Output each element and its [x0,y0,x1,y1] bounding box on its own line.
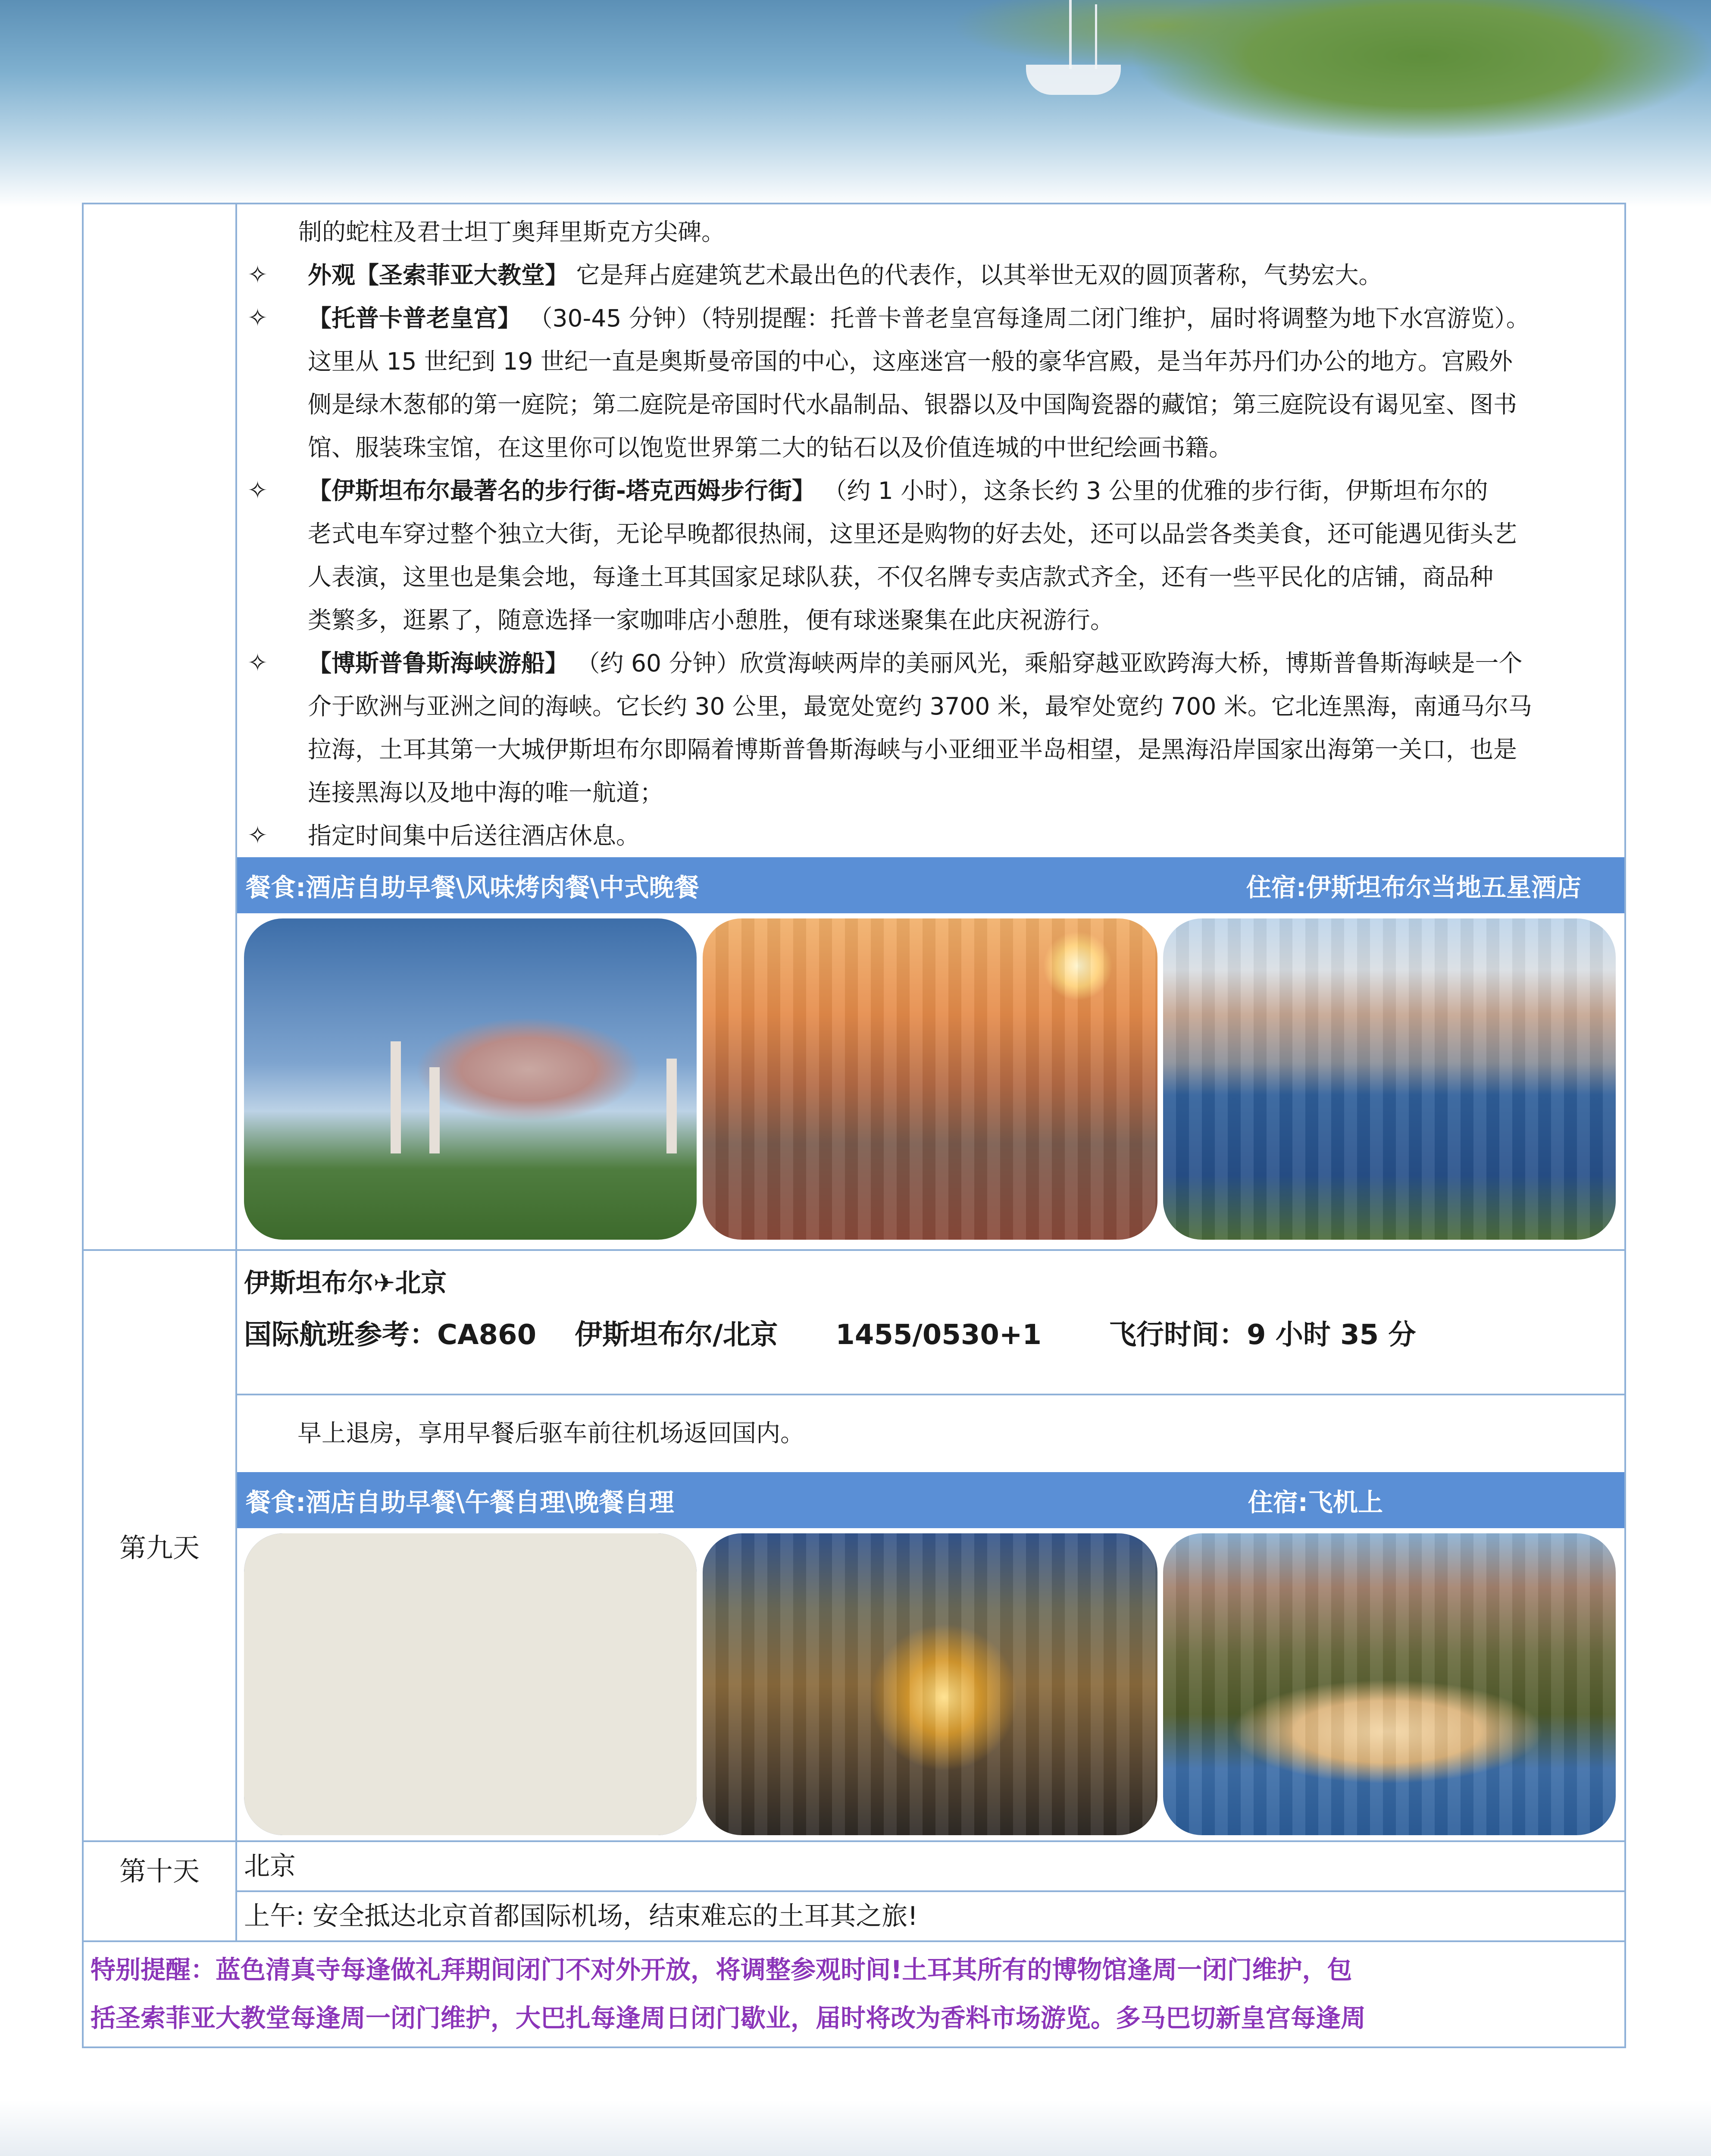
minaret-shape [391,1041,401,1153]
bullet-line: （30-45 分钟）（特别提醒：托普卡普老皇宫每逢周二闭门维护，届时将调整为地下水宫游览）。 [529,304,1530,332]
bullet-line: 这里从 15 世纪到 19 世纪一直是奥斯曼帝国的中心，这座迷宫一般的豪华宫殿，是当年苏丹们办公的地方。宫殿外 [308,348,1513,375]
bullet-line: （约 1 小时），这条长约 3 公里的优雅的步行街，伊斯坦布尔的 [823,477,1488,505]
flight-info [237,1251,1624,1395]
meal-info: 餐食:酒店自助早餐\午餐自理\晚餐自理 [246,1488,674,1517]
diamond-bullet-icon: ✧ [247,261,268,289]
sailboat-mast [1069,0,1072,69]
bullet-line: 它是拜占庭建筑艺术最出色的代表作，以其举世无双的圆顶著称，气势宏大。 [576,261,1383,289]
footer-photo-banner [0,2100,1711,2156]
bullet-bosphorus-cruise [242,642,1619,814]
day8-content [237,204,1624,1249]
bullet-line: 拉海，土耳其第一大城伊斯坦布尔即隔着博斯普鲁斯海峡与小亚细亚半岛相望，是黑海沿岸国家出海第一关口，也是 [308,736,1517,763]
day9-photo-strip [237,1528,1624,1840]
bullet-title: 外观【圣索菲亚大教堂】 [308,261,569,289]
day10-detail: 上午: 安全抵达北京首都国际机场，结束难忘的土耳其之旅! [237,1890,1624,1940]
header-photo-banner [0,0,1711,207]
lodging-info: 住宿:伊斯坦布尔当地五星酒店 [1246,873,1581,902]
sailboat-mast [1095,4,1097,69]
flight-details [244,1303,1624,1367]
day8-meal-lodging-bar [237,857,1624,913]
day9-label: 第九天 [84,1251,237,1840]
bullet-line: 馆、服装珠宝馆，在这里你可以饱览世界第二大的钻石以及价值连城的中世纪绘画书籍。 [308,434,1233,461]
day10-row [84,1842,1624,1942]
diamond-bullet-icon: ✧ [247,649,268,677]
day8-itinerary [237,204,1624,857]
bullet-topkapi-palace [242,297,1619,469]
istanbul-sunset-photo [703,918,1157,1240]
day8-label-cell [84,204,237,1249]
bullet-line: 类繁多，逛累了，随意选择一家咖啡店小憩胜，便有球迷聚集在此庆祝游行。 [308,606,1114,634]
day10-content [237,1842,1624,1940]
day9-content [237,1251,1624,1840]
day9-morning-text: 早上退房，享用早餐后驱车前往机场返回国内。 [297,1420,804,1448]
bullet-line: 指定时间集中后送往酒店休息。 [308,822,640,849]
bullet-title: 【托普卡普老皇宫】 [308,304,522,332]
bullet-hotel-transfer [242,814,1619,857]
special-reminder [84,1942,1370,2046]
diamond-bullet-icon: ✧ [247,821,268,849]
day8-row [84,204,1624,1251]
diamond-bullet-icon: ✧ [247,476,268,505]
bullet-taksim-street [242,469,1619,642]
flight-route: 伊斯坦布尔/北京 [575,1319,778,1351]
reminder-line: 括圣索菲亚大教堂每逢周一闭门维护，大巴扎每逢周日闭门歇业，届时将改为香料市场游览。多马巴切新皇宫每逢周 [91,2003,1366,2033]
bullet-line: 侧是绿木葱郁的第一庭院；第二庭院是帝国时代水晶制品、银器以及中国陶瓷器的藏馆；第三庭院设有谒见室、图书 [308,391,1517,418]
bullet-title: 【伊斯坦布尔最著名的步行街-塔克西姆步行街】 [308,477,816,505]
reminder-row [84,1942,1624,2046]
flight-duration: 飞行时间：9 小时 35 分 [1109,1319,1416,1351]
meal-info: 餐食:酒店自助早餐\风味烤肉餐\中式晚餐 [246,873,699,902]
day10-title: 北京 [244,1851,296,1881]
minaret-shape [666,1059,677,1153]
bullet-line: 连接黑海以及地中海的唯一航道； [308,779,664,806]
reminder-line: 特别提醒：蓝色清真寺每逢做礼拜期间闭门不对外开放，将调整参观时间!土耳其所有的博物馆逢周一闭门维护，包 [91,1955,1352,1984]
day9-row [84,1251,1624,1842]
itinerary-table [82,203,1626,2048]
hagia-sophia-photo [244,918,697,1240]
day8-photo-strip [237,913,1624,1249]
bullet-line: 介于欧洲与亚洲之间的海峡。它长约 30 公里，最宽处宽约 3700 米，最窄处宽约 700 米。它北连黑海，南通马尔马 [308,693,1532,720]
bullet-line: 人表演，这里也是集会地，每逢土耳其国家足球队获，不仅名牌专卖店款式齐全，还有一些平民化的店铺，商品种 [308,563,1494,591]
hagia-sophia-interior-photo [703,1533,1157,1835]
bosphorus-palace-photo [1163,1533,1616,1835]
flight-time: 1455/0530+1 [835,1319,1042,1351]
day9-meal-lodging-bar [237,1472,1624,1528]
sailboat [1026,65,1121,95]
flight-label: 国际航班参考： [244,1319,437,1351]
flight-number: CA860 [437,1319,537,1351]
minaret-shape [244,1533,697,1758]
golden-horn-bridge-photo [1163,918,1616,1240]
day10-label-text: 第十天 [119,1855,200,1887]
diamond-bullet-icon: ✧ [247,304,268,332]
minaret-shape [429,1067,440,1153]
blue-mosque-photo [244,1533,697,1835]
bullet-title: 【博斯普鲁斯海峡游船】 [308,649,569,677]
intro-line: 制的蛇柱及君士坦丁奥拜里斯克方尖碑。 [298,218,726,246]
bullet-hagia-sophia [242,254,1619,297]
bullet-line: （约 60 分钟）欣赏海峡两岸的美丽风光，乘船穿越亚欧跨海大桥，博斯普鲁斯海峡是一个 [576,649,1523,677]
lodging-info: 住宿:飞机上 [1248,1488,1383,1517]
bullet-line: 老式电车穿过整个独立大街，无论早晚都很热闹，这里还是购物的好去处，还可以品尝各类美食，还可能遇见街头艺 [308,520,1517,548]
day10-label [84,1842,237,1940]
minaret-shape [244,1758,697,1835]
route-title: 伊斯坦布尔✈北京 [244,1268,447,1298]
